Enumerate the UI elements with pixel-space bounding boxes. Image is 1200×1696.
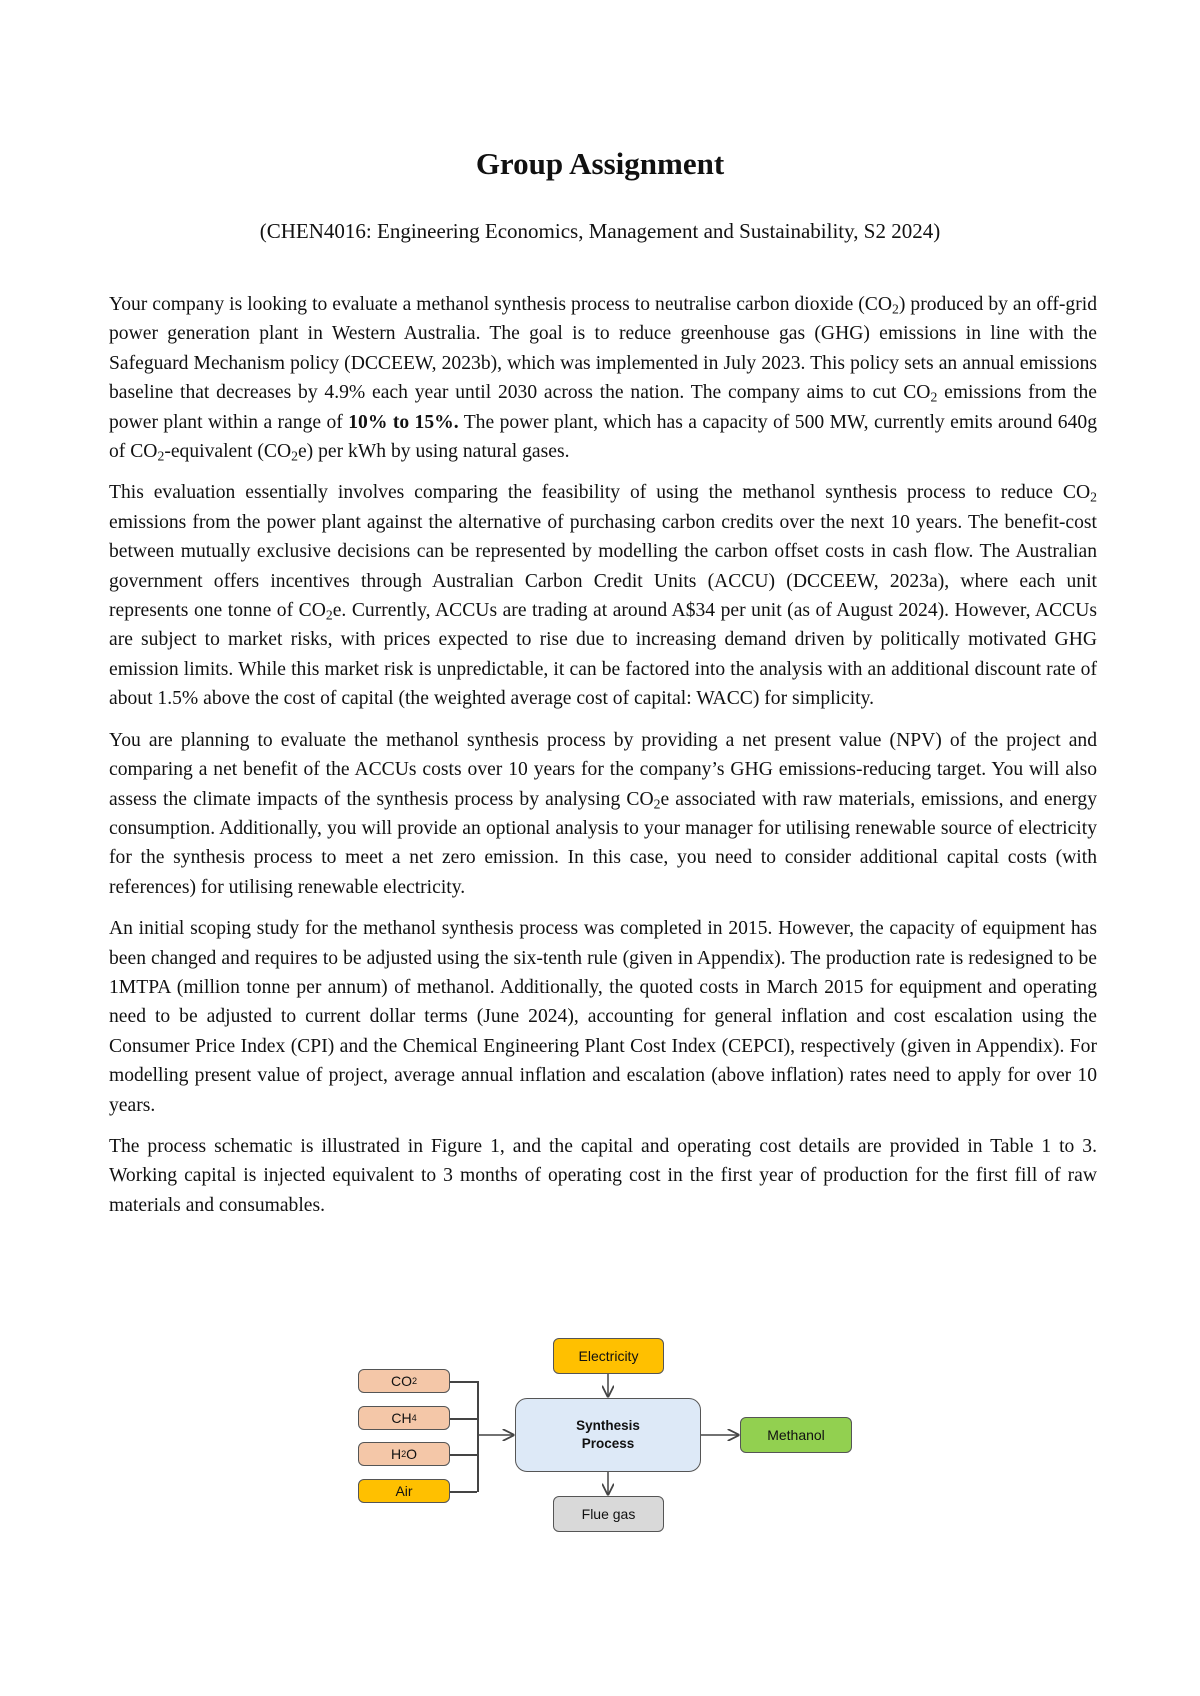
subscript: 2 [291, 448, 298, 464]
input-co2-box: CO 2 [358, 1369, 450, 1393]
label: CO [390, 1373, 412, 1389]
text: Your company is looking to evaluate a methanol synthesis process to neutralise carbon dioxide (CO [109, 294, 893, 315]
subscript: 2 [930, 389, 938, 405]
text: e. Currently, ACCUs are trading at around A$34 per unit (as of August 2024). However, ACCUs are subject to market risks, with prices expected to rise due to increasing demand driven by politically motivated GHG emission limits. While this market risk is unpredictable, it can be factored into the analysis with an additional discount rate of about 1.5% above the cost of capital (the weighted average cost of capital: WACC) for simplicity. [109, 600, 1097, 710]
text: This evaluation essentially involves comparing the feasibility of using the methanol synthesis process to reduce CO [109, 482, 1091, 504]
paragraph-schematic: The process schematic is illustrated in Figure 1, and the capital and operating cost details are provided in Table 1 to 3. Working capital is injected equivalent to 3 months of operating cost in the first year of production for the first fill of raw materials and consumables. [109, 1135, 1097, 1216]
connector [450, 1491, 477, 1493]
flue-gas-box: Flue gas [553, 1496, 664, 1532]
input-ch4-box: CH 4 [358, 1406, 450, 1430]
paragraph-planning [109, 726, 1097, 902]
paragraph-intro [109, 290, 1097, 466]
text: -equivalent (CO [164, 441, 292, 463]
electricity-box: Electricity [553, 1338, 664, 1374]
label: O [406, 1446, 418, 1462]
label: H [390, 1446, 402, 1462]
paragraph-evaluation [109, 478, 1097, 713]
connector [477, 1381, 479, 1492]
text: The power plant, which has a capacity of 500 MW, currently emits around 640g of CO [109, 411, 1097, 463]
synthesis-process-box [515, 1398, 701, 1472]
subscript: 2 [325, 607, 333, 623]
subscript: 2 [1090, 489, 1097, 505]
text: emissions from the power plant against the alternative of purchasing carbon credits over the next 10 years. The benefit-cost between mutually exclusive decisions can be represented by modelling the carbon offset costs in cash flow. The Australian government offers incentives through Australian Carbon Credit Units (ACCU) (DCCEEW, 2023a), where each unit represents one tonne of CO [109, 511, 1097, 622]
label: Process [581, 1436, 635, 1451]
text: ) produced by an off-grid power generation plant in Western Australia. The goal is to reduce greenhouse gas (GHG) emissions in line with the Safeguard Mechanism policy (DCCEEW, 2023b), which was implemented in July 2023. This policy sets an annual emissions baseline that decreases by 4.9% each year until 2030 across the nation. The company aims to cut CO [109, 294, 1097, 404]
document-body [109, 290, 1097, 1232]
connector [450, 1454, 477, 1456]
input-air-box: Air [358, 1479, 450, 1503]
subscript: 2 [157, 448, 165, 464]
page-title: Group Assignment [475, 146, 725, 181]
paragraph-scoping: An initial scoping study for the methanol synthesis process was completed in 2015. However, the capacity of equipment has been changed and requires to be adjusted using the six-tenth rule (given in Appendix). The production rate is redesigned to be 1MTPA (million tonne per annum) of methanol. Additionally, the quoted costs in March 2015 for equipment and operating need to be adjusted to current dollar terms (June 2024), accounting for general inflation and cost escalation using the Consumer Price Index (CPI) and the Chemical Engineering Plant Cost Index (CEPCI), respectively (given in Appendix). For modelling present value of project, average annual inflation and escalation (above inflation) rates need to apply for over 10 years. [109, 918, 1097, 1116]
label: CH [391, 1410, 412, 1426]
label: Synthesis [576, 1418, 640, 1433]
methanol-box: Methanol [740, 1417, 852, 1453]
bold-target-range: 10% to 15%. [348, 411, 459, 433]
course-subtitle: (CHEN4016: Engineering Economics, Management and Sustainability, S2 2024) [259, 219, 941, 243]
text: e associated with raw materials, emissions, and energy consumption. Additionally, you will provide an optional analysis to your manager for utilising renewable source of electricity for the synthesis process to meet a net zero emission. In this case, you need to consider additional capital costs (with references) for utilising renewable electricity. [109, 788, 1098, 898]
text: emissions from the power plant within a range of [109, 382, 1098, 433]
connector [450, 1381, 477, 1383]
text: You are planning to evaluate the methanol synthesis process by providing a net present value (NPV) of the project and comparing a net benefit of the ACCUs costs over 10 years for the company’s GHG emissions-reducing target. You will also assess the climate impacts of the synthesis process by analysing CO [109, 729, 1097, 810]
connector [450, 1418, 477, 1420]
subscript: 2 [892, 301, 899, 317]
input-h2o-box: H 2 O [358, 1442, 450, 1466]
subscript: 2 [653, 795, 661, 811]
text: e) per kWh by using natural gases. [297, 441, 570, 463]
